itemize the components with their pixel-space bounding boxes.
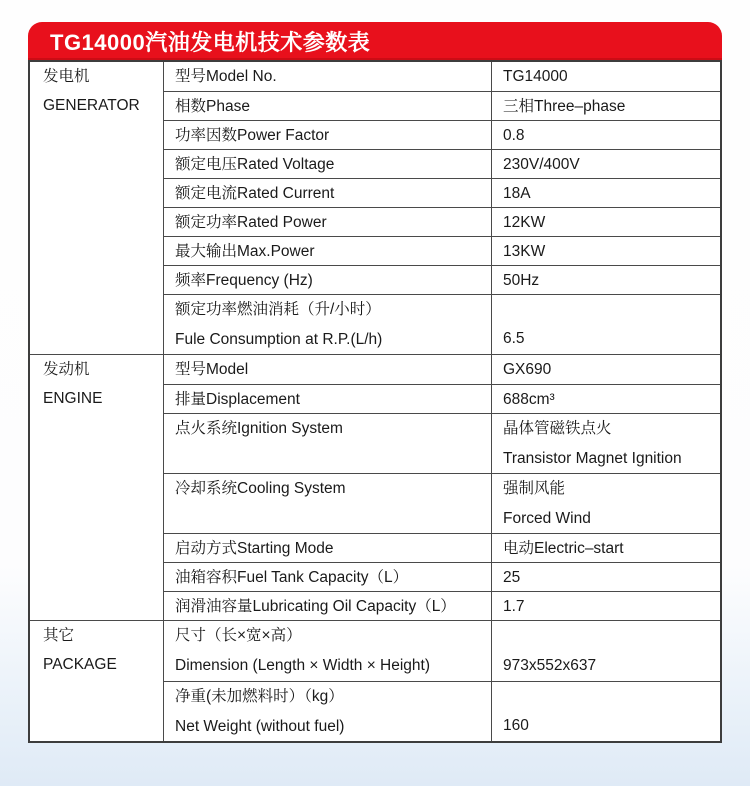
param-cell: 净重(未加燃料时）（kg） Net Weight (without fuel) (164, 682, 492, 741)
param-cell: 尺寸（长×宽×高） Dimension (Length × Width × Height) (164, 621, 492, 681)
value-cell: 1.7 (503, 597, 525, 615)
value-cell: 230V/400V (503, 155, 580, 173)
spec-row (164, 591, 720, 620)
category-cn: 发动机 (43, 361, 90, 378)
param-cell: 额定功率Rated Power (164, 208, 492, 236)
param-cell: 型号Model No. (164, 62, 492, 91)
param-cell: 额定电压Rated Voltage (164, 150, 492, 178)
param-cell: 启动方式Starting Mode (164, 534, 492, 562)
category-en: PACKAGE (43, 656, 117, 673)
value-cell: 12KW (503, 213, 546, 231)
value-cell: 50Hz (503, 271, 540, 289)
spec-row (164, 149, 720, 178)
param-cell: 额定电流Rated Current (164, 179, 492, 207)
param-cell: 额定功率燃油消耗（升/小时） Fule Consumption at R.P.(L/h) (164, 295, 492, 354)
page-title: TG14000汽油发电机技术参数表 (50, 29, 371, 55)
param-cell: 冷却系统Cooling System (164, 474, 492, 533)
value-cell: GX690 (503, 361, 552, 378)
category-cell (30, 621, 164, 741)
value-cell: TG14000 (503, 68, 568, 85)
value-cell: 13KW (503, 242, 546, 260)
spec-row (164, 621, 720, 681)
spec-row (164, 562, 720, 591)
value-cell: 6.5 (503, 330, 525, 347)
section-engine (30, 354, 720, 620)
section-rows (164, 621, 720, 741)
spec-row (164, 473, 720, 533)
param-cell: 功率因数Power Factor (164, 121, 492, 149)
category-cn: 发电机 (43, 68, 90, 85)
value-cell: 688cm³ (503, 390, 555, 408)
category-cell (30, 62, 164, 354)
category-en: GENERATOR (43, 97, 140, 114)
param-cell: 点火系统Ignition System (164, 414, 492, 473)
spec-row (164, 120, 720, 149)
value-cell: 晶体管磁铁点火 Transistor Magnet Ignition (503, 419, 682, 467)
spec-row (164, 681, 720, 741)
value-cell: 25 (503, 568, 521, 586)
spec-row (164, 265, 720, 294)
value-cell: 18A (503, 184, 531, 202)
category-cell (30, 355, 164, 620)
section-rows (164, 355, 720, 620)
category-cn: 其它 (43, 627, 75, 644)
title-banner (28, 22, 722, 60)
spec-row (164, 178, 720, 207)
param-cell: 排量Displacement (164, 385, 492, 413)
category-en: ENGINE (43, 390, 103, 407)
spec-table (28, 60, 722, 743)
spec-row (164, 207, 720, 236)
spec-row (164, 91, 720, 120)
section-generator (30, 62, 720, 354)
param-cell: 型号Model (164, 355, 492, 384)
section-package (30, 620, 720, 741)
param-cell: 相数Phase (164, 92, 492, 120)
spec-row (164, 533, 720, 562)
spec-row (164, 384, 720, 413)
spec-row (164, 236, 720, 265)
section-rows (164, 62, 720, 354)
value-cell: 强制风能 Forced Wind (503, 479, 591, 527)
param-cell: 最大输出Max.Power (164, 237, 492, 265)
spec-row (164, 355, 720, 384)
spec-row (164, 294, 720, 354)
value-cell: 电动Electric–start (503, 539, 624, 557)
param-cell: 油箱容积Fuel Tank Capacity（L） (164, 563, 492, 591)
spec-row (164, 413, 720, 473)
param-cell: 润滑油容量Lubricating Oil Capacity（L） (164, 592, 492, 620)
spec-row (164, 62, 720, 91)
value-cell: 三相Three–phase (503, 97, 626, 115)
value-cell: 973x552x637 (503, 657, 597, 674)
value-cell: 160 (503, 717, 529, 734)
param-cell: 频率Frequency (Hz) (164, 266, 492, 294)
value-cell: 0.8 (503, 126, 525, 144)
